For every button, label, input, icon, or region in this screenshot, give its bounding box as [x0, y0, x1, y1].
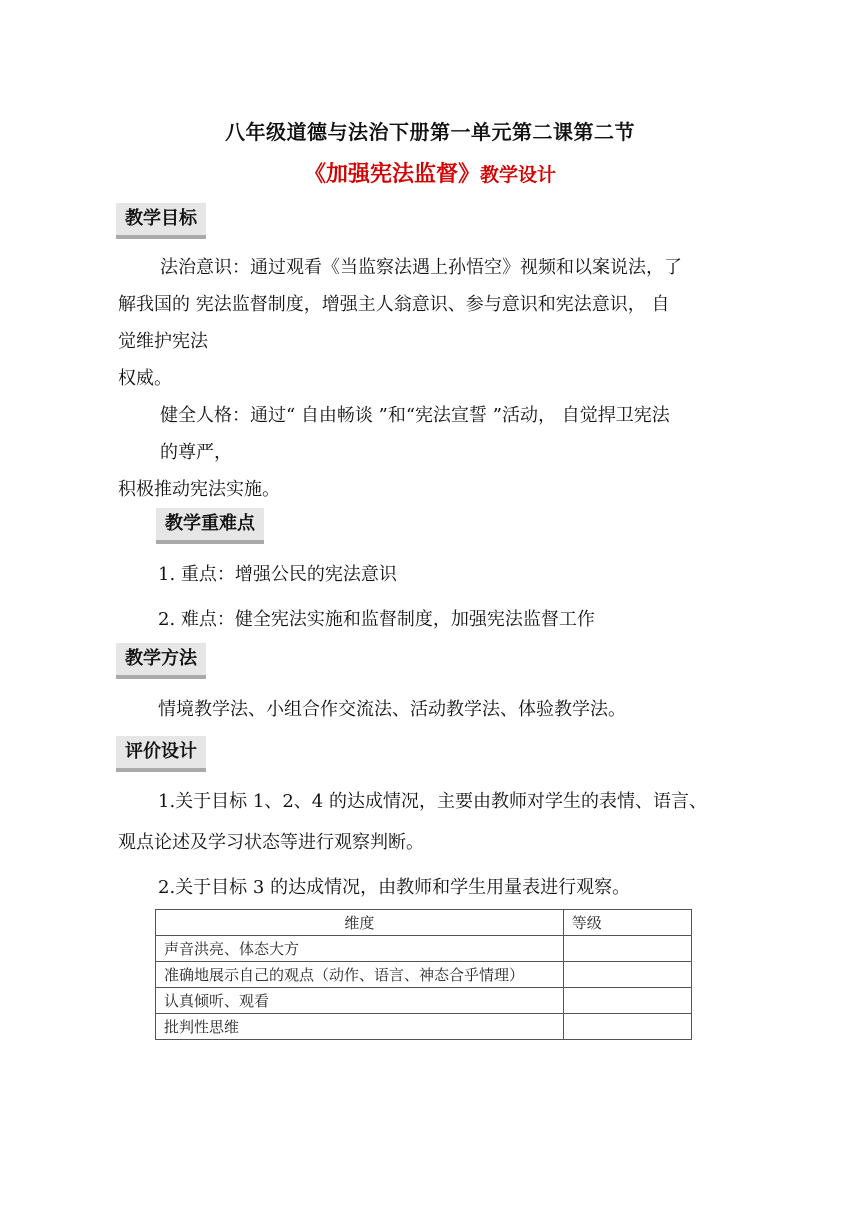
table-row	[156, 1014, 692, 1040]
goals-line-4: 权威。	[118, 368, 172, 389]
goals-line-6: 的尊严，	[160, 442, 232, 463]
table-row	[156, 936, 692, 962]
section-heading-methods: 教学方法	[116, 643, 206, 679]
table-header-dimension: 维度	[156, 910, 564, 936]
table-cell-dimension: 声音洪亮、体态大方	[156, 936, 564, 962]
key-point-difficulty: 2. 难点：健全宪法实施和监督制度，加强宪法监督工作	[158, 609, 595, 630]
goals-line-3: 觉维护宪法	[118, 331, 208, 352]
goals-line-2: 解我国的 宪法监督制度，增强主人翁意识、参与意识和宪法意识， 自	[118, 294, 670, 315]
section-heading-goals: 教学目标	[116, 203, 206, 239]
evaluation-scale-table	[155, 909, 692, 1040]
table-header-grade: 等级	[563, 910, 691, 936]
table-cell-dimension: 准确地展示自己的观点（动作、语言、神态合乎情理）	[156, 962, 564, 988]
table-cell-dimension: 批判性思维	[156, 1014, 564, 1040]
evaluation-line-1: 1.关于目标 1、2、4 的达成情况，主要由教师对学生的表情、语言、	[158, 791, 707, 812]
table-row	[156, 988, 692, 1014]
table-cell-grade	[563, 1014, 691, 1040]
table-row	[156, 962, 692, 988]
lesson-suffix: 教学设计	[480, 164, 557, 186]
table-cell-grade	[563, 988, 691, 1014]
table-cell-grade	[563, 936, 691, 962]
goals-line-5: 健全人格：通过“ 自由畅谈 ”和“宪法宣誓 ”活动， 自觉捍卫宪法	[160, 405, 670, 426]
goals-line-7: 积极推动宪法实施。	[118, 479, 280, 500]
key-point-focus: 1. 重点：增强公民的宪法意识	[158, 564, 397, 585]
lesson-title	[0, 157, 860, 188]
evaluation-line-2: 观点论述及学习状态等进行观察判断。	[118, 832, 424, 853]
table-cell-grade	[563, 962, 691, 988]
lesson-name: 《加强宪法监督》	[303, 162, 480, 187]
evaluation-line-3: 2.关于目标 3 的达成情况，由教师和学生用量表进行观察。	[158, 877, 631, 898]
section-heading-evaluation: 评价设计	[116, 736, 206, 772]
table-cell-dimension: 认真倾听、观看	[156, 988, 564, 1014]
section-heading-key-points: 教学重难点	[156, 508, 264, 544]
goals-line-1: 法治意识：通过观看《当监察法遇上孙悟空》视频和以案说法，了	[160, 257, 682, 278]
document-title: 八年级道德与法治下册第一单元第二课第二节	[225, 120, 635, 144]
methods-text: 情境教学法、小组合作交流法、活动教学法、体验教学法。	[158, 699, 626, 720]
table-header-row	[156, 910, 692, 936]
